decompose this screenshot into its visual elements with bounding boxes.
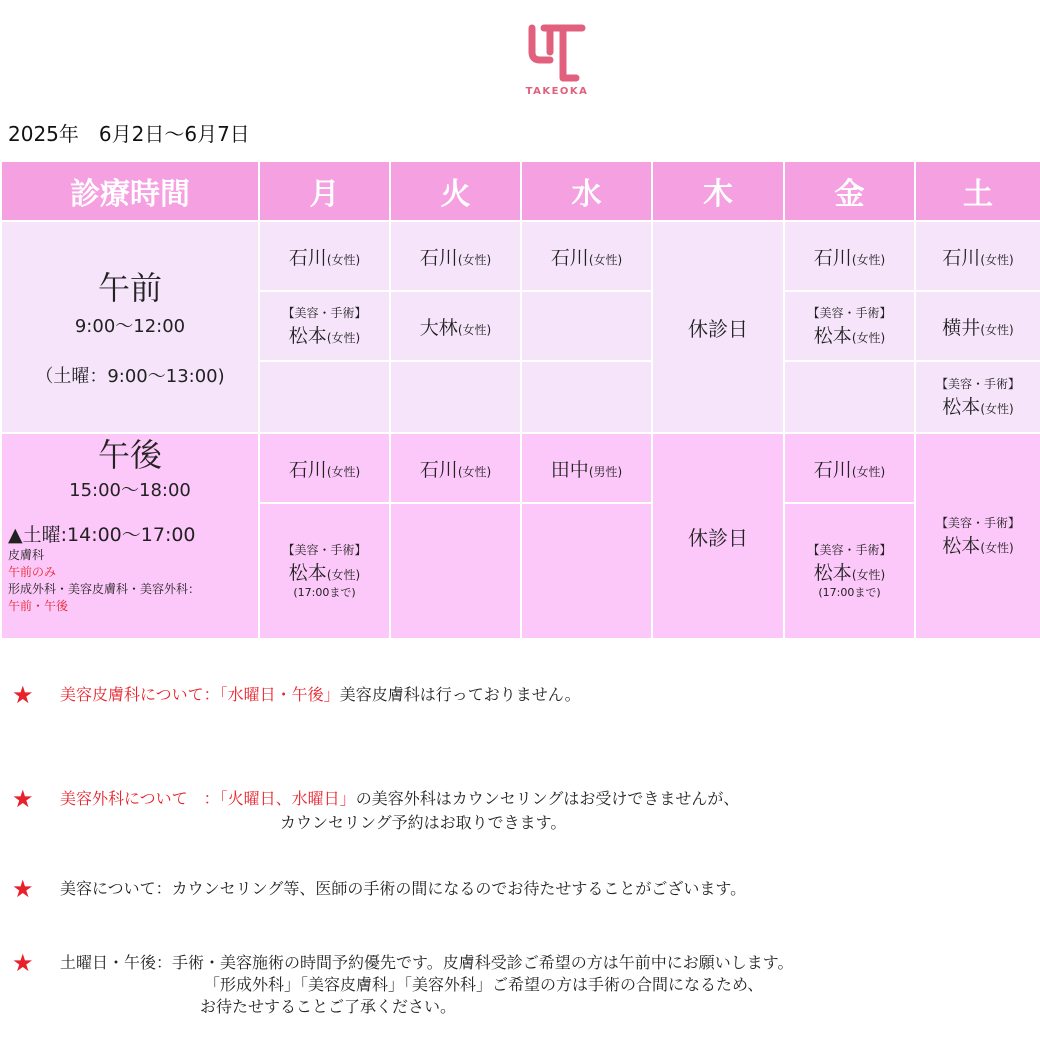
am-sat-3: 【美容・手術】 松本(女性) <box>915 361 1040 433</box>
afternoon-title: 午後 <box>97 436 162 474</box>
afternoon-time-cell <box>1 433 259 639</box>
header-day-thu: 木 <box>652 161 784 221</box>
note-other-time: 午前・午後 <box>8 599 69 613</box>
header-day-tue: 火 <box>390 161 521 221</box>
morning-title: 午前 <box>97 269 162 307</box>
pm-mon-2: 【美容・手術】 松本(女性) (17:00まで) <box>259 503 390 639</box>
header-row <box>1 161 1040 221</box>
star-icon: ★ <box>12 949 34 977</box>
header-day-wed: 水 <box>521 161 652 221</box>
header-day-fri: 金 <box>784 161 915 221</box>
am-mon-1: 石川(女性) <box>259 221 390 291</box>
pm-fri-2: 【美容・手術】 松本(女性) (17:00まで) <box>784 503 915 639</box>
pm-tue-2 <box>390 503 521 639</box>
am-sat-2: 横井(女性) <box>915 291 1040 361</box>
header-day-sat: 土 <box>915 161 1040 221</box>
morning-time-cell <box>1 221 259 433</box>
note-derm: 皮膚科 <box>8 548 45 562</box>
pm-mon-1: 石川(女性) <box>259 433 390 503</box>
am-tue-3 <box>390 361 521 433</box>
afternoon-hours: 15:00〜18:00 <box>69 480 191 501</box>
am-wed-3 <box>521 361 652 433</box>
header-corner: 診療時間 <box>1 161 259 221</box>
am-tue-2: 大林(女性) <box>390 291 521 361</box>
am-mon-3 <box>259 361 390 433</box>
morning-saturday-hours: （土曜：9:00〜13:00) <box>35 366 225 387</box>
date-range: 2025年 6月2日〜6月7日 <box>8 122 250 146</box>
note-derm-am: 午前のみ <box>8 565 57 579</box>
pm-wed-1: 田中(男性) <box>521 433 652 503</box>
pm-sat-1: 【美容・手術】 松本(女性) <box>915 433 1040 639</box>
pm-thu-closed: 休診日 <box>652 433 784 639</box>
takeoka-logo <box>521 22 593 97</box>
logo-text: TAKEOKA <box>525 86 589 97</box>
pm-wed-2 <box>521 503 652 639</box>
am-fri-3 <box>784 361 915 433</box>
am-mon-2: 【美容・手術】 松本(女性) <box>259 291 390 361</box>
star-icon: ★ <box>12 875 34 903</box>
schedule-table <box>0 160 1040 640</box>
note-other: 形成外科・美容皮膚科・美容外科： <box>8 582 201 596</box>
afternoon-saturday-hours: ▲土曜:14:00〜17:00 <box>8 524 196 546</box>
morning-hours: 9:00〜12:00 <box>74 316 186 337</box>
star-icon: ★ <box>12 681 34 709</box>
am-thu-closed: 休診日 <box>652 221 784 433</box>
pm-fri-1: 石川(女性) <box>784 433 915 503</box>
am-sat-1: 石川(女性) <box>915 221 1040 291</box>
am-wed-1: 石川(女性) <box>521 221 652 291</box>
header-day-mon: 月 <box>259 161 390 221</box>
am-fri-1: 石川(女性) <box>784 221 915 291</box>
star-icon: ★ <box>12 785 34 813</box>
am-wed-2 <box>521 291 652 361</box>
am-fri-2: 【美容・手術】 松本(女性) <box>784 291 915 361</box>
am-tue-1: 石川(女性) <box>390 221 521 291</box>
pm-tue-1: 石川(女性) <box>390 433 521 503</box>
takeoka-logo-icon <box>526 22 588 84</box>
